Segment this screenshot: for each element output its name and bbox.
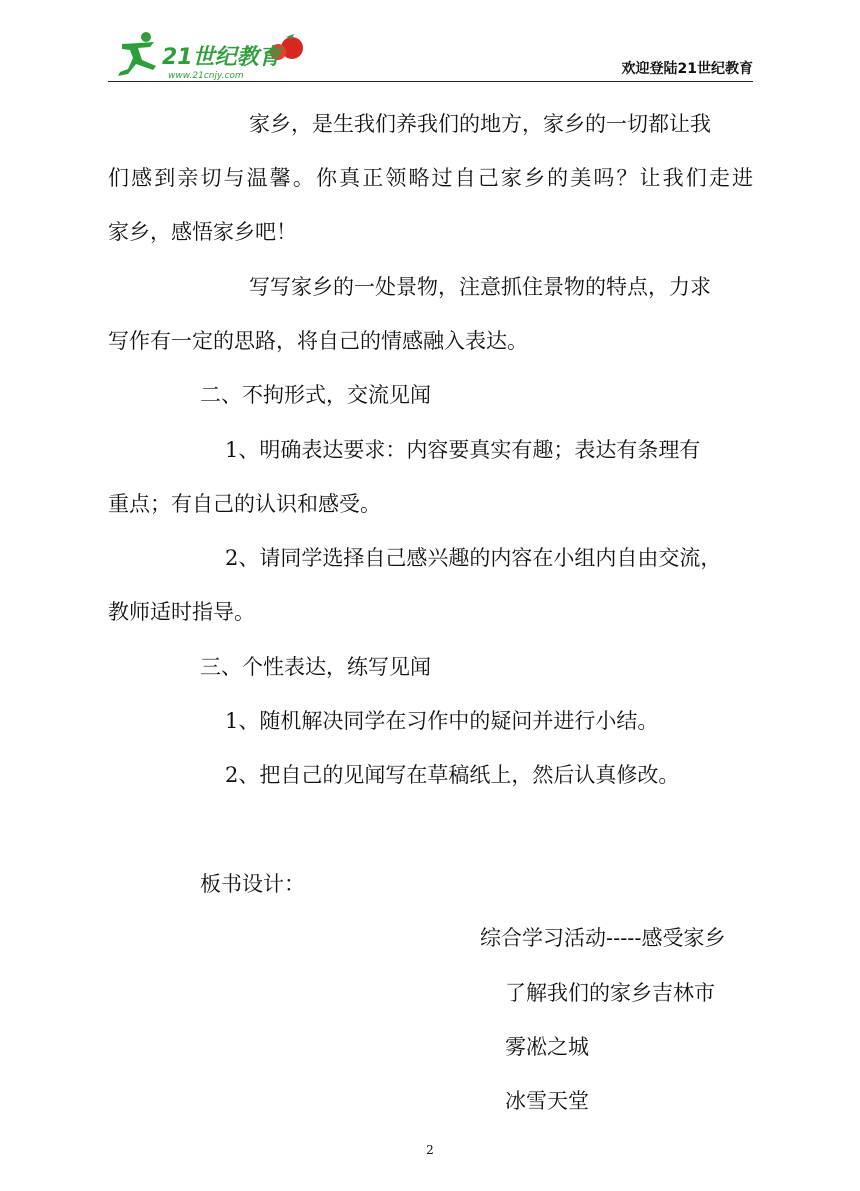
board-design-title: 板书设计：: [200, 872, 305, 896]
paragraph-2-line-2: 写作有一定的思路，将自己的情感融入表达。: [108, 329, 528, 353]
page-number: 2: [426, 1143, 434, 1157]
site-logo[interactable]: [108, 30, 308, 82]
paragraph-1-line-3: 家乡，感悟家乡吧！: [108, 220, 297, 244]
board-line-4: 冰雪天堂: [505, 1089, 589, 1113]
page-header: [108, 30, 753, 86]
item-2-2-line-1: 2、请同学选择自己感兴趣的内容在小组内自由交流，: [225, 546, 722, 570]
paragraph-1-line-1: 家乡，是生我们养我们的地方，家乡的一切都让我: [249, 112, 711, 136]
paragraph-1-line-2: 们感到亲切与温馨。你真正领略过自己家乡的美吗？让我们走进: [108, 166, 753, 190]
paragraph-2-line-1: 写写家乡的一处景物，注意抓住景物的特点，力求: [249, 275, 711, 299]
item-3-1: 1、随机解决同学在习作中的疑问并进行小结。: [225, 709, 659, 733]
section-heading-3: 三、个性表达，练写见闻: [200, 655, 431, 679]
logo-url: www.21cnjy.com: [168, 71, 244, 81]
item-3-2: 2、把自己的见闻写在草稿纸上，然后认真修改。: [225, 763, 680, 787]
header-divider: [108, 81, 753, 82]
item-2-2-line-2: 教师适时指导。: [108, 600, 255, 624]
logo-text: 21世纪教育: [162, 45, 281, 70]
board-line-1: 综合学习活动-----感受家乡: [480, 926, 726, 950]
item-2-1-line-2: 重点；有自己的认识和感受。: [108, 492, 381, 516]
running-figure-icon: [118, 32, 156, 76]
board-line-2: 了解我们的家乡吉林市: [505, 981, 715, 1005]
site-welcome-link[interactable]: 欢迎登陆21世纪教育: [621, 61, 753, 77]
item-2-1-line-1: 1、明确表达要求：内容要真实有趣；表达有条理有: [225, 438, 701, 462]
section-heading-2: 二、不拘形式，交流见闻: [200, 383, 431, 407]
board-line-3: 雾凇之城: [505, 1035, 589, 1059]
